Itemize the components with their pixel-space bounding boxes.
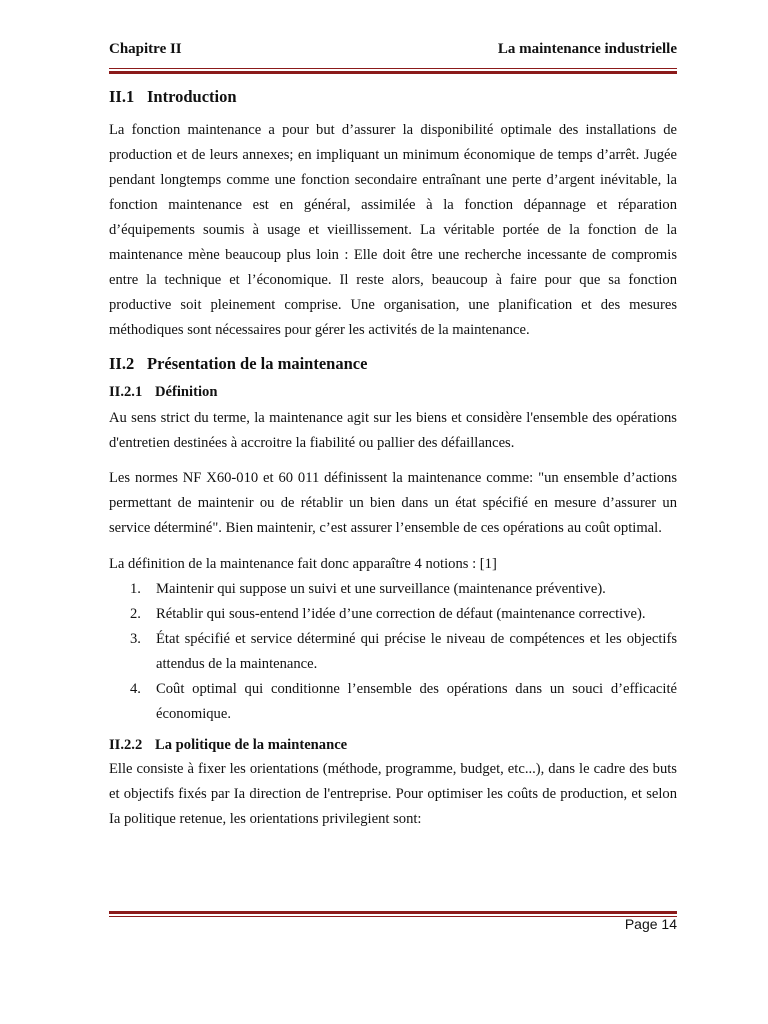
- subsection-number: II.2.1: [109, 384, 143, 400]
- header-chapter: Chapitre II: [109, 41, 182, 57]
- subsection-number: II.2.2: [109, 737, 143, 753]
- list-item-text: Rétablir qui sous-entend l’idée d’une correction de défaut (maintenance corrective).: [156, 606, 646, 622]
- section-heading-introduction: [109, 86, 677, 108]
- list-marker: 1.: [130, 581, 141, 597]
- section-title: Présentation de la maintenance: [147, 354, 368, 373]
- subsection-heading-politique: [109, 735, 677, 755]
- definition-paragraph-3: La définition de la maintenance fait donc apparaître 4 notions : [1]: [109, 556, 497, 572]
- section-number: II.1: [109, 87, 135, 106]
- list-item-text: Coût optimal qui conditionne l’ensemble des opérations dans un souci d’efficacité économique.: [156, 681, 677, 722]
- notions-list: [109, 577, 677, 727]
- list-item: [130, 602, 677, 627]
- intro-paragraph: La fonction maintenance a pour but d’assurer la disponibilité optimale des installations de production et de leurs annexes; en impliquant un minimum économique de temps d’arrêt. Jugée pendant longtemps comme une fonction secondaire entraînant une perte d’argent inévitable, la fonction maintenance est en général, assimilée à la fonction dépannage et réparation d’équipements soumis à usage et vieillissement. La véritable portée de la fonction de la maintenance mène beaucoup plus loin : Elle doit être une recherche incessante de compromis entre la technique et l’économique. Il reste alors, beaucoup à faire pour que sa fonction productive soit pleinement comprise. Une organisation, une planification et des mesures méthodiques sont nécessaires pour gérer les activités de la maintenance.: [109, 122, 677, 338]
- page-content: [109, 86, 677, 832]
- section-title: Introduction: [147, 87, 237, 106]
- politique-paragraph: Elle consiste à fixer les orientations (méthode, programme, budget, etc...), dans le cadre des buts et objectifs fixés par Ia direction de l'entreprise. Pour optimiser les coûts de production, et selon Ia politique retenue, les orientations privilegient sont:: [109, 761, 677, 827]
- list-marker: 2.: [130, 606, 141, 622]
- list-marker: 3.: [130, 631, 141, 647]
- page-header: [109, 41, 677, 63]
- section-number: II.2: [109, 354, 135, 373]
- footer-rule: [109, 909, 677, 917]
- list-item-text: État spécifié et service déterminé qui précise le niveau de compétences et les objectifs attendus de la maintenance.: [156, 631, 677, 672]
- header-rule: [109, 68, 677, 74]
- subsection-title: La politique de la maintenance: [155, 737, 348, 753]
- list-item: [130, 627, 677, 677]
- page-number: Page 14: [624, 916, 677, 932]
- list-item: [130, 577, 677, 602]
- list-item-text: Maintenir qui suppose un suivi et une surveillance (maintenance préventive).: [156, 581, 606, 597]
- list-item: [130, 677, 677, 727]
- list-marker: 4.: [130, 681, 141, 697]
- section-heading-presentation: [109, 353, 677, 375]
- header-title: La maintenance industrielle: [497, 41, 677, 57]
- definition-paragraph-1: Au sens strict du terme, la maintenance agit sur les biens et considère l'ensemble des opérations d'entretien destinées à accroitre la fiabilité ou pallier des défaillances.: [109, 410, 677, 451]
- definition-paragraph-2: Les normes NF X60-010 et 60 011 définissent la maintenance comme: "un ensemble d’actions permettant de maintenir ou de rétablir un bien dans un état spécifié en mesure d’assurer un service déterminé". Bien maintenir, c’est assurer l’ensemble de ces opérations au coût optimal.: [109, 470, 677, 536]
- subsection-title: Définition: [155, 384, 218, 400]
- subsection-heading-definition: [109, 382, 677, 402]
